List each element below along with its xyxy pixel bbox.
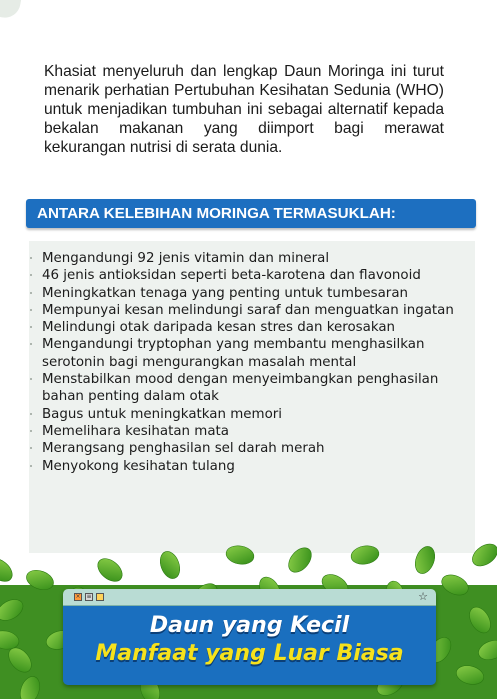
leaf-shape bbox=[225, 544, 256, 567]
leaf-shape bbox=[350, 544, 381, 567]
promo-titlebar bbox=[63, 589, 436, 606]
list-item: Memelihara kesihatan mata bbox=[42, 423, 472, 440]
list-item: Mengandungi 92 jenis vitamin dan mineral bbox=[42, 250, 472, 267]
leaf-shape bbox=[284, 543, 316, 576]
list-item: Melindungi otak daripada kesan stres dan kerosakan bbox=[42, 319, 472, 336]
benefits-list bbox=[42, 250, 472, 475]
list-item: Menyokong kesihatan tulang bbox=[42, 458, 472, 475]
leaf-shape bbox=[157, 549, 183, 581]
section-banner: ANTARA KELEBIHAN MORINGA TERMASUKLAH: bbox=[26, 199, 476, 228]
minimize-icon: ≡ bbox=[86, 593, 92, 600]
list-item: Mengandungi tryptophan yang membantu menghasilkan serotonin bagi mengurangkan masalah mental bbox=[42, 336, 472, 371]
corner-leaf-decoration bbox=[0, 0, 22, 20]
list-item: Bagus untuk meningkatkan memori bbox=[42, 406, 472, 423]
promo-subtitle: Manfaat yang Luar Biasa bbox=[95, 641, 404, 666]
leaf-shape bbox=[468, 540, 497, 570]
list-item: Meningkatkan tenaga yang penting untuk tumbesaran bbox=[42, 285, 472, 302]
promo-window bbox=[63, 589, 436, 685]
leaf-shape bbox=[0, 554, 17, 586]
leaf-shape bbox=[93, 554, 126, 586]
promo-body bbox=[63, 606, 436, 685]
leaf-shape bbox=[412, 544, 438, 576]
list-item: 46 jenis antioksidan seperti beta-karotena dan flavonoid bbox=[42, 267, 472, 284]
intro-paragraph: Khasiat menyeluruh dan lengkap Daun Moringa ini turut menarik perhatian Pertubuhan Kesihatan Sedunia (WHO) untuk menjadikan tumbuhan ini sebagai alternatif kepada bekalan makanan yang diimport bagi merawat kekurangan nutrisi di serata dunia. bbox=[44, 63, 444, 156]
folder-icon bbox=[96, 593, 104, 601]
promo-title: Daun yang Kecil bbox=[149, 613, 350, 638]
star-icon: ☆ bbox=[418, 590, 428, 603]
list-item: Merangsang penghasilan sel darah merah bbox=[42, 440, 472, 457]
list-item: Menstabilkan mood dengan menyeimbangkan penghasilan bahan penting dalam otak bbox=[42, 371, 472, 406]
close-icon: × bbox=[75, 593, 81, 600]
list-item: Mempunyai kesan melindungi saraf dan menguatkan ingatan bbox=[42, 302, 472, 319]
